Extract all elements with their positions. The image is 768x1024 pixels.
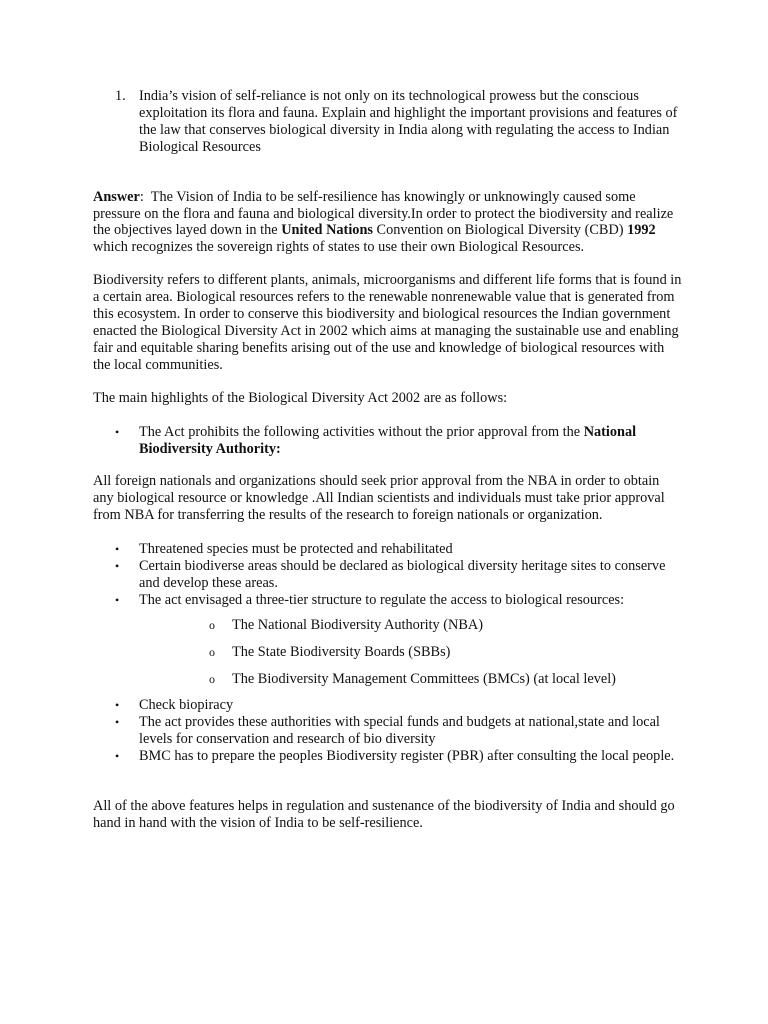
bullet-text: The Act prohibits the following activities without the prior approval from the [139,423,584,440]
list-item [93,714,683,748]
sub-list-item [139,671,683,688]
foreign-nationals-paragraph: All foreign nationals and organizations should seek prior approval from the NBA in order to obtain any biological resource or knowledge .All Indian scientists and individuals must take prior approval from NBA for transferring the results of the research to foreign nationals or organization. [93,473,665,524]
bullet-text: The act envisaged a three-tier structure to regulate the access to biological resources: [139,591,625,608]
sub-bullet-marker: o [209,617,215,632]
three-tier-sub-list [139,617,683,688]
features-bullet-list [93,541,683,687]
sub-list-item [139,644,683,661]
list-item [93,541,683,558]
bullet-marker: • [115,715,120,730]
question-item [93,88,683,156]
answer-text-part3: which recognizes the sovereign rights of states to use their own Biological Resources. [93,239,585,256]
bullet-text: Certain biodiverse areas should be declared as biological diversity heritage sites to conserve and develop these areas. [139,558,666,591]
sub-item-text: The State Biodiversity Boards (SBBs) [232,643,451,660]
bullet-marker: • [115,592,120,607]
answer-bold-year: 1992 [627,222,656,239]
document-page [93,88,683,832]
list-item [93,558,683,592]
list-item [93,748,683,765]
answer-text-part1: The Vision of India to be self-resilience has knowingly or unknowingly caused some pressure on the flora and fauna and biological diversity.In order to protect the biodiversity and realize the objectives layed down in the [93,188,677,239]
answer-colon: : [139,188,144,205]
answer-bold-un: United Nations [281,222,373,239]
more-features-bullet-list [93,697,683,765]
bullet-text: BMC has to prepare the peoples Biodiversity register (PBR) after consulting the local people. [139,748,675,765]
sub-item-text: The Biodiversity Management Committees (BMCs) (at local level) [232,670,616,687]
question-list [93,88,683,156]
sub-item-text: The National Biodiversity Authority (NBA) [232,616,483,633]
answer-text-part2: Convention on Biological Diversity (CBD) [372,222,628,239]
bullet-marker: • [115,559,120,574]
bullet-marker: • [115,749,120,764]
bullet-marker: • [115,542,120,557]
list-item [93,697,683,714]
answer-paragraph [93,189,683,257]
sub-bullet-marker: o [209,671,215,686]
sub-bullet-marker: o [209,644,215,659]
bullet-text: Threatened species must be protected and rehabilitated [139,541,453,558]
highlights-intro: The main highlights of the Biological Diversity Act 2002 are as follows: [93,389,508,406]
biodiversity-paragraph: Biodiversity refers to different plants, animals, microorganisms and different life forms that is found in a certain area. Biological resources refers to the renewable nonrenewable value that is generated from this ecosystem. In order to conserve this biodiversity and biological resources the Indian government enacted the Biological Diversity Act in 2002 which aims at managing the sustainable use and enabling fair and equitable sharing benefits arising out of the use and knowledge of biological resources with the local communities. [93,272,682,373]
conclusion-paragraph: All of the above features helps in regulation and sustenance of the biodiversity of India and should go hand in hand with the vision of India to be self-resilience. [93,798,675,831]
bullet-text: Check biopiracy [139,697,234,714]
list-item [93,424,683,458]
bullet-marker: • [115,698,120,713]
list-item [93,592,683,688]
bullet-bold-nba: National Biodiversity Authority: [139,423,637,457]
question-number: 1. [115,88,126,104]
question-text: India’s vision of self-reliance is not only on its technological prowess but the conscious exploitation its flora and fauna. Explain and highlight the important provisions and features of the law that conserves biological diversity in India along with regulating the access to Indian Biological Resources [139,88,678,155]
sub-list-item [139,617,683,634]
bullet-marker: • [115,424,120,439]
bullet-text: The act provides these authorities with special funds and budgets at national,state and local levels for conservation and research of bio diversity [139,714,660,748]
answer-label: Answer [93,188,140,205]
prohibition-bullet-list [93,424,683,458]
